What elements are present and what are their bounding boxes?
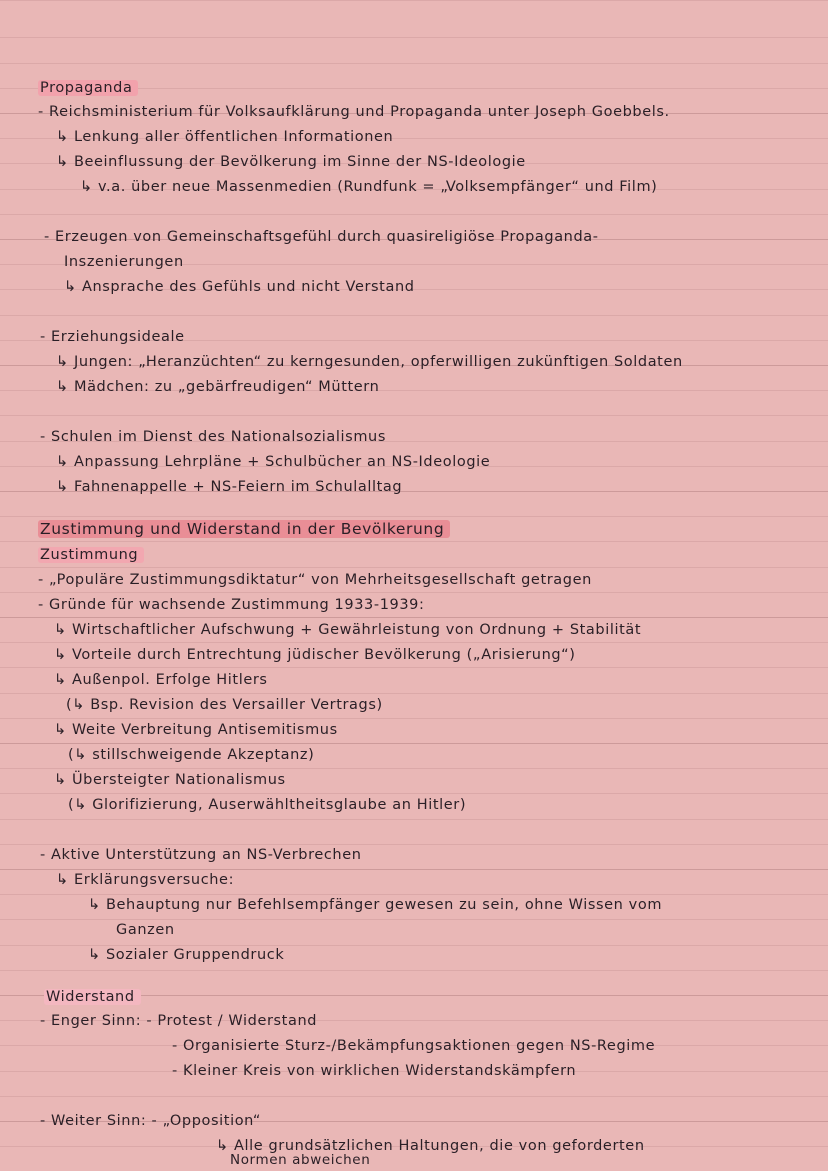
note-line: ↳ Übersteigter Nationalismus [54,772,286,788]
note-line: (↳ Glorifizierung, Auserwähltheitsglaube an Hitler) [68,797,467,813]
note-line: - Weiter Sinn: - „Opposition“ [40,1113,262,1129]
zustimmung-heading: Zustimmung [38,545,144,565]
note-line: ↳ Außenpol. Erfolge Hitlers [54,672,268,688]
note-line: ↳ Alle grundsätzlichen Haltungen, die von geforderten [216,1138,645,1154]
note-line: ↳ Ansprache des Gefühls und nicht Verstand [64,279,415,295]
note-line: ↳ Weite Verbreitung Antisemitismus [54,722,338,738]
note-line: Normen abweichen [230,1152,371,1168]
note-line: ↳ v.a. über neue Massenmedien (Rundfunk = „Volksempfänger“ und Film) [80,179,658,195]
note-line: Inszenierungen [64,254,184,270]
note-line: - Erziehungsideale [40,329,185,345]
propaganda-heading: Propaganda [38,78,138,98]
section-heading: Zustimmung und Widerstand in der Bevölkerung [38,519,450,540]
note-line: ↳ Erklärungsversuche: [56,872,235,888]
note-line: ↳ Anpassung Lehrpläne + Schulbücher an NS-Ideologie [56,454,491,470]
note-line: ↳ Vorteile durch Entrechtung jüdischer Bevölkerung („Arisierung“) [54,647,576,663]
note-line: - Schulen im Dienst des Nationalsozialismus [40,429,387,445]
note-line: ↳ Mädchen: zu „gebärfreudigen“ Müttern [56,379,380,395]
note-line: - „Populäre Zustimmungsdiktatur“ von Mehrheitsgesellschaft getragen [38,572,592,588]
note-line: - Enger Sinn: - Protest / Widerstand [40,1013,318,1029]
note-line: ↳ Jungen: „Heranzüchten“ zu kerngesunden, opferwilligen zukünftigen Soldaten [56,354,683,370]
note-line: ↳ Fahnenappelle + NS-Feiern im Schulalltag [56,479,403,495]
note-line: ↳ Sozialer Gruppendruck [88,947,285,963]
note-line: - Erzeugen von Gemeinschaftsgefühl durch quasireligiöse Propaganda- [44,229,599,245]
note-line: ↳ Behauptung nur Befehlsempfänger gewesen zu sein, ohne Wissen vom [88,897,663,913]
note-line: ↳ Wirtschaftlicher Aufschwung + Gewährleistung von Ordnung + Stabilität [54,622,642,638]
widerstand-heading: Widerstand [44,987,141,1007]
note-line: - Aktive Unterstützung an NS-Verbrechen [40,847,362,863]
note-line: - Reichsministerium für Volksaufklärung und Propaganda unter Joseph Goebbels. [38,104,670,120]
note-line: (↳ Bsp. Revision des Versailler Vertrags) [66,697,383,713]
note-line: - Gründe für wachsende Zustimmung 1933-1939: [38,597,425,613]
note-line: - Kleiner Kreis von wirklichen Widerstandskämpfern [172,1063,577,1079]
note-line: (↳ stillschweigende Akzeptanz) [68,747,315,763]
note-line: - Organisierte Sturz-/Bekämpfungsaktionen gegen NS-Regime [172,1038,656,1054]
note-line: ↳ Beeinflussung der Bevölkerung im Sinne der NS-Ideologie [56,154,526,170]
note-line: Ganzen [116,922,175,938]
note-line: ↳ Lenkung aller öffentlichen Informationen [56,129,394,145]
